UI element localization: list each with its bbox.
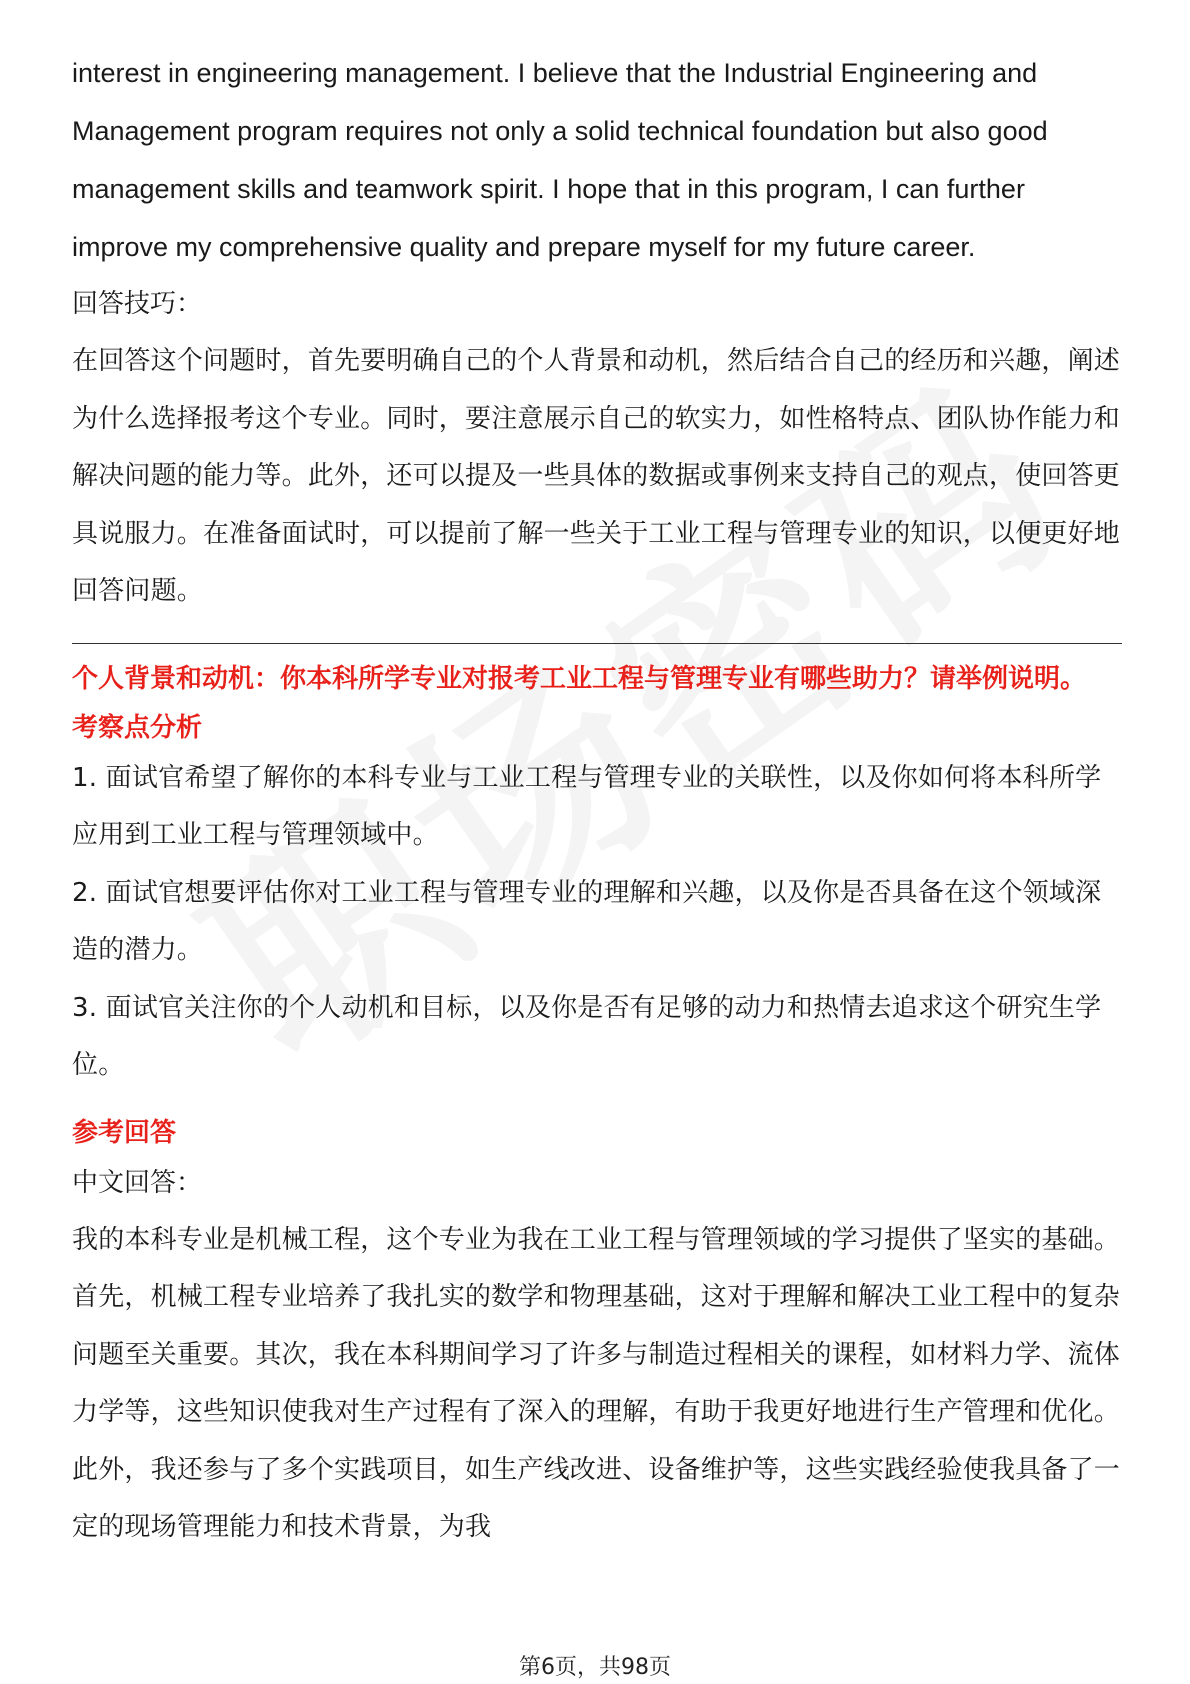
- question-heading: 个人背景和动机：你本科所学专业对报考工业工程与管理专业有哪些助力？请举例说明。: [72, 663, 1087, 694]
- analysis-point-1: 1. 面试官希望了解你的本科专业与工业工程与管理专业的关联性，以及你如何将本科所学应用到工业工程与管理领域中。: [72, 762, 1102, 850]
- chinese-answer-label: 中文回答：: [72, 1167, 203, 1198]
- section-divider: [72, 643, 1122, 644]
- tips-paragraph: 在回答这个问题时，首先要明确自己的个人背景和动机，然后结合自己的经历和兴趣，阐述为什么选择报考这个专业。同时，要注意展示自己的软实力，如性格特点、团队协作能力和解决问题的能力等。此外，还可以提及一些具体的数据或事例来支持自己的观点，使回答更具说服力。在准备面试时，可以提前了解一些关于工业工程与管理专业的知识，以便更好地回答问题。: [72, 346, 1121, 606]
- analysis-point-3: 3. 面试官关注你的个人动机和目标，以及你是否有足够的动力和热情去追求这个研究生学位。: [72, 992, 1102, 1080]
- page-footer: 第6页，共98页: [519, 1655, 671, 1680]
- analysis-heading: 考察点分析: [72, 712, 203, 743]
- analysis-point-2: 2. 面试官想要评估你对工业工程与管理专业的理解和兴趣，以及你是否具备在这个领域深造的潜力。: [72, 877, 1102, 965]
- intro-english-paragraph: interest in engineering management. I believe that the Industrial Engineering and Management program requires not only a solid technical foundation but also good management skills and teamwork spirit. I hope that in this program, I can further improve my comprehensive quality and prepare myself for my future career.: [72, 58, 1048, 262]
- page-content: [72, 44, 1122, 1557]
- tips-label: 回答技巧：: [72, 289, 203, 319]
- chinese-answer-paragraph: 我的本科专业是机械工程，这个专业为我在工业工程与管理领域的学习提供了坚实的基础。首先，机械工程专业培养了我扎实的数学和物理基础，这对于理解和解决工业工程中的复杂问题至关重要。其次，我在本科期间学习了许多与制造过程相关的课程，如材料力学、流体力学等，这些知识使我对生产过程有了深入的理解，有助于我更好地进行生产管理和优化。此外，我还参与了多个实践项目，如生产线改进、设备维护等，这些实践经验使我具备了一定的现场管理能力和技术背景，为我: [72, 1224, 1121, 1542]
- reference-heading: 参考回答: [72, 1117, 177, 1148]
